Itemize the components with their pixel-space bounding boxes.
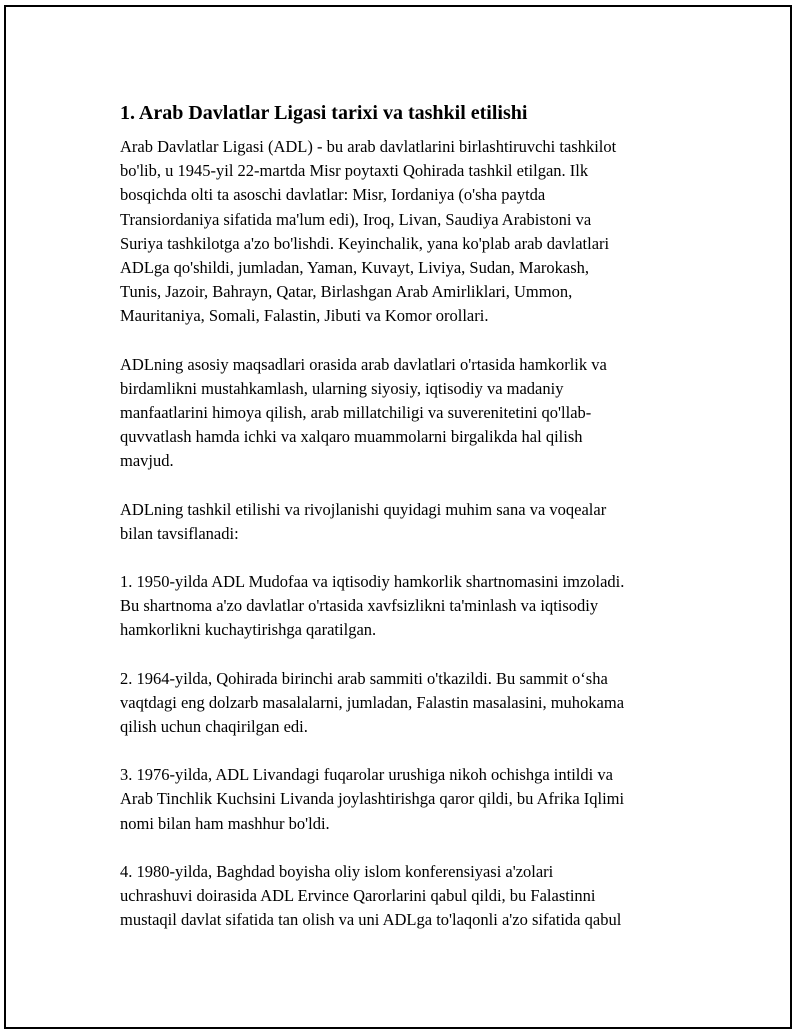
text-line: 4. 1980-yilda, Baghdad boyisha oliy islom konferensiyasi a'zolari (120, 861, 554, 881)
text-line: Mauritaniya, Somali, Falastin, Jibuti va Komor orollari. (120, 306, 489, 326)
text-line: vaqtdagi eng dolzarb masalalarni, jumladan, Falastin masalasini, muhokama (120, 692, 625, 712)
text-line: uchrashuvi doirasida ADL Ervince Qarorlarini qabul qildi, bu Falastinni (120, 886, 596, 906)
text-line: Arab Tinchlik Kuchsini Livanda joylashtirishga qaror qildi, bu Afrika Iqlimi (120, 789, 625, 809)
text-line: ADLning asosiy maqsadlari orasida arab davlatlari o'rtasida hamkorlik va (120, 354, 607, 374)
document-body (120, 99, 700, 956)
paragraph-intro (120, 135, 700, 329)
paragraph-timeline-intro (120, 498, 700, 546)
text-line: Arab Davlatlar Ligasi (ADL) - bu arab davlatlarini birlashtiruvchi tashkilot (120, 137, 617, 156)
text-line: 3. 1976-yilda, ADL Livandagi fuqarolar urushiga nikoh ochishga intildi va (120, 765, 613, 785)
text-line: Bu shartnoma a'zo davlatlar o'rtasida xavfsizlikni ta'minlash va iqtisodiy (120, 596, 599, 616)
text-line: nomi bilan ham mashhur bo'ldi. (120, 813, 330, 833)
text-line: 2. 1964-yilda, Qohirada birinchi arab sammiti o'tkazildi. Bu sammit o‘sha (120, 668, 608, 688)
text-line: Transiordaniya sifatida ma'lum edi), Iroq, Livan, Saudiya Arabistoni va (120, 209, 592, 229)
text-line: mustaqil davlat sifatida tan olish va uni ADLga to'laqonli a'zo sifatida qabul (120, 910, 622, 930)
paragraph-event-1964 (120, 667, 700, 740)
text-line: qilish uchun chaqirilgan edi. (120, 717, 308, 737)
text-line: ADLning tashkil etilishi va rivojlanishi quyidagi muhim sana va voqealar (120, 499, 607, 519)
text-line: manfaatlarini himoya qilish, arab millatchiligi va suverenitetini qo'llab- (120, 403, 592, 423)
text-line: ADLga qo'shildi, jumladan, Yaman, Kuvayt, Liviya, Sudan, Marokash, (120, 258, 590, 278)
text-line: bilan tavsiflanadi: (120, 523, 239, 543)
paragraph-event-1950 (120, 570, 700, 643)
paragraph-goals (120, 353, 700, 474)
text-line: Suriya tashkilotga a'zo bo'lishdi. Keyinchalik, yana ko'plab arab davlatlari (120, 233, 610, 253)
paragraph-event-1980 (120, 860, 700, 933)
text-line: hamkorlikni kuchaytirishga qaratilgan. (120, 620, 377, 640)
text-line: bosqichda olti ta asoschi davlatlar: Misr, Iordaniya (o'sha paytda (120, 185, 546, 205)
text-line: bo'lib, u 1945-yil 22-martda Misr poytaxti Qohirada tashkil etilgan. Ilk (120, 161, 589, 181)
text-line: birdamlikni mustahkamlash, ularning siyosiy, iqtisodiy va madaniy (120, 378, 564, 398)
page-title: 1. Arab Davlatlar Ligasi tarixi va tashkil etilishi (120, 102, 528, 124)
text-line: quvvatlash hamda ichki va xalqaro muammolarni birgalikda hal qilish (120, 427, 583, 447)
text-line: 1. 1950-yilda ADL Mudofaa va iqtisodiy hamkorlik shartnomasini imzoladi. (120, 572, 625, 592)
paragraph-event-1976 (120, 763, 700, 836)
text-line: Tunis, Jazoir, Bahrayn, Qatar, Birlashgan Arab Amirliklari, Ummon, (120, 282, 573, 302)
text-line: mavjud. (120, 451, 174, 471)
page-frame (4, 5, 792, 1029)
